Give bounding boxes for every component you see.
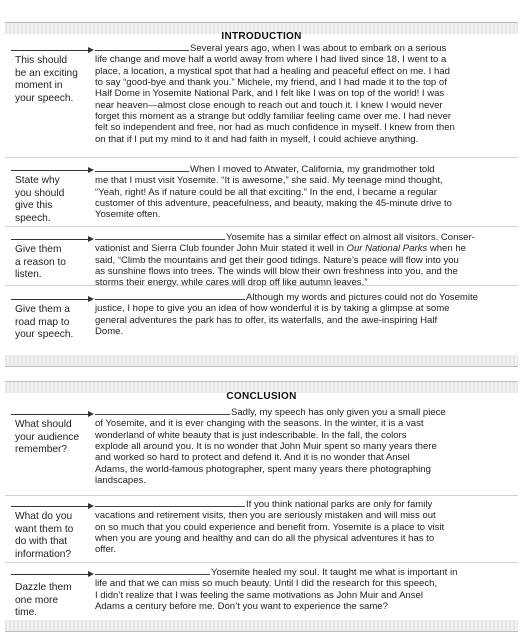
fill-in-blank bbox=[95, 162, 189, 172]
cue-note: Give them a road map to your speech. bbox=[15, 304, 74, 341]
arrow-icon bbox=[11, 50, 89, 51]
speech-paragraph: If you think national parks are only for family vacations and retirement visits, then you are seriously mistaken and will miss out on so much that you could experience and benefit from. Yosemite is a place to visit when you are young and healthy and can do all the physical adventures it has to offer. bbox=[95, 499, 445, 556]
cue-note: Give them a reason to listen. bbox=[15, 244, 66, 281]
cue-note: State why you should give this speech. bbox=[15, 175, 65, 224]
book-title: Our National Parks bbox=[346, 243, 428, 255]
fill-in-blank bbox=[95, 497, 245, 507]
arrow-icon bbox=[11, 414, 89, 415]
conclusion-title: CONCLUSION bbox=[226, 391, 297, 402]
arrow-icon bbox=[11, 170, 89, 171]
speech-paragraph: Yosemite healed my soul. It taught me what is important in life and that we can miss so much beauty. Until I did the research for this speech, I didn’t realize that I was feeling the same motivations as John Muir and Ansel Adams a century before me. Don’t you want to experience the same? bbox=[95, 567, 458, 613]
fill-in-blank bbox=[95, 41, 189, 51]
fill-in-blank bbox=[95, 565, 210, 575]
arrow-icon bbox=[11, 574, 89, 575]
arrow-icon bbox=[11, 239, 89, 240]
decorative-band bbox=[5, 620, 518, 631]
cue-note: What should your audience remember? bbox=[15, 419, 80, 456]
fill-in-blank bbox=[95, 290, 245, 300]
arrow-icon bbox=[11, 299, 89, 300]
fill-in-blank bbox=[95, 405, 230, 415]
speech-paragraph: Several years ago, when I was about to embark on a serious life change and move half a world away from where I had lived since 18, I went to a place, a location, a mystical spot that had a healing and peaceful effect on me. I had to say “good-bye and thank you.” Michele, my friend, and I had made it to the top of Half Dome in Yosemite National Park, and I felt like I was on top of the world! I was near heaven—almost close enough to reach out and touch it. I knew I would never forget this moment as a strange but oddly familiar feeling came over me. I had never felt so independent and free, nor had as much confidence in myself. I knew from then on that if I put my mind to it and had faith in myself, I could achieve anything. bbox=[95, 43, 455, 145]
introduction-title: INTRODUCTION bbox=[221, 31, 302, 42]
cue-note: This should be an exciting moment in your speech. bbox=[15, 55, 78, 104]
speech-paragraph: Although my words and pictures could not do Yosemite justice, I hope to give you an idea of how wonderful it is by taking a glimpse at some general adventures the park has to offer, its waterfalls, and the awe-inspiring Half Dome. bbox=[95, 292, 478, 338]
speech-paragraph: Yosemite has a similar effect on almost all visitors. Conser- vationist and Sierra Club founder John Muir stated it well in Our National Parks when he said, “Climb the mountains and get their good tidings. Nature’s peace will flow into you as sunshine flows into trees. The winds will blow their own freshness into you, and the storms their energy, while cares will drop off like autumn leaves.” bbox=[95, 232, 475, 289]
section-divider bbox=[5, 226, 518, 227]
conclusion-panel bbox=[5, 381, 518, 632]
section-divider bbox=[5, 495, 518, 496]
cue-note: Dazzle them one more time. bbox=[15, 582, 72, 619]
section-divider bbox=[5, 562, 518, 563]
section-divider bbox=[5, 285, 518, 286]
decorative-band bbox=[5, 355, 518, 366]
arrow-icon bbox=[11, 506, 89, 507]
speech-paragraph: When I moved to Atwater, California, my grandmother told me that I must visit Yosemite. “It is awesome,” she said. My teenage mind thought, “Yeah, right! As if nature could be all that exciting.” In the end, I became a regular customer of this adventure, peacefulness, and beauty, making the 45-minute drive to Yosemite often. bbox=[95, 164, 452, 221]
fill-in-blank bbox=[95, 230, 225, 240]
speech-paragraph: Sadly, my speech has only given you a small piece of Yosemite, and it is ever changing with the seasons. In the winter, it is a vast wonderland of white beauty that is just indescribable. In the fall, the colors explode all around you. It is no wonder that John Muir spent so many years there and worked so hard to protect and defend it. And it is no wonder that Ansel Adams, the world-famous photographer, spent many years there photographing landscapes. bbox=[95, 407, 446, 487]
section-divider bbox=[5, 157, 518, 158]
introduction-panel bbox=[5, 22, 518, 367]
cue-note: What do you want them to do with that information? bbox=[15, 511, 74, 560]
